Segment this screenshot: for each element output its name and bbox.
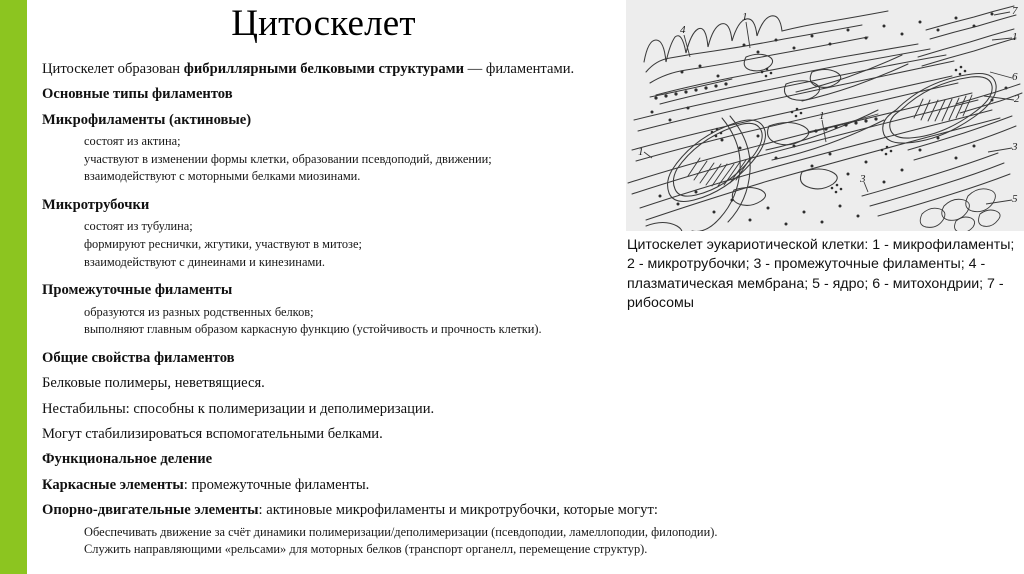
list-item: взаимодействуют с динеинами и кинезинами. [84,254,326,269]
intro-line [42,57,620,82]
spacer [42,186,620,193]
page-title: Цитоскелет [231,3,416,44]
callout-1-top: 1 [742,11,748,23]
callout-6: 6 [1012,71,1018,83]
functional-item-label: Каркасные элементы [42,476,184,493]
cytoskeleton-drawing-svg [626,0,1024,231]
accent-bar [0,0,27,574]
list-item: состоят из тубулина; [84,219,193,234]
callout-5: 5 [1012,193,1018,205]
figure-caption: Цитоскелет эукариотической клетки: 1 - микрофиламенты; 2 - микротрубочки; 3 - промежуточные филаменты; 4 - плазматическая мембрана; 5 - ядро; 6 - митохондрии; 7 - рибосомы [627,237,1015,312]
list-item: Служить направляющими «рельсами» для моторных белков (транспорт органелл, перемещение структур). [84,542,648,557]
list-item: выполняют главным образом каркасную функцию (устойчивость и прочность клетки). [84,322,542,337]
group-heading-microfilaments: Микрофиламенты (актиновые) [42,111,252,128]
callout-1-mid: 1 [819,110,825,122]
intro-suffix: — филаментами. [463,61,575,77]
callout-2: 2 [1014,93,1020,105]
callout-3-right: 3 [1012,141,1018,153]
list-item: формируют реснички, жгутики, участвуют в митозе; [84,237,362,251]
spacer [42,339,620,346]
list-item: образуются из разных родственных белков; [84,304,314,319]
functional-item-framework [42,473,620,498]
section-heading-common-properties: Общие свойства филаментов [42,349,235,366]
callout-4: 4 [680,24,686,36]
property-line: Нестабильны: способны к полимеризации и деполимеризации. [42,400,435,417]
property-line: Белковые полимеры, неветвящиеся. [42,375,265,392]
list-item: взаимодействуют с моторными белками миозинами. [84,169,361,184]
section-heading-functional-division: Функциональное деление [42,451,213,468]
callout-1-left: 1 [638,146,644,158]
group-heading-intermediate-filaments: Промежуточные филаменты [42,282,233,299]
callout-3-bottom: 3 [860,173,866,185]
section-heading-main-types: Основные типы филаментов [42,86,233,103]
list-item: состоят из актина; [84,134,181,149]
functional-item-label: Опорно-двигательные элементы [42,502,259,519]
list-item: участвуют в изменении формы клетки, образовании псевдоподий, движении; [84,151,492,166]
group-heading-microtubules: Микротрубочки [42,197,150,213]
spacer [42,271,620,278]
callout-1-right: 1 [1012,31,1018,43]
property-line: Могут стабилизироваться вспомогательными белками. [42,426,383,442]
list-item: Обеспечивать движение за счёт динамики полимеризации/деполимеризации (псевдоподии, ламеллоподии, филоподии). [84,524,718,539]
intro-prefix: Цитоскелет образован [42,61,184,77]
callout-7: 7 [1012,5,1018,17]
functional-item-text: : промежуточные филаменты. [183,476,370,493]
intro-emphasis: фибриллярными белковыми структурами [183,61,464,77]
functional-item-motor [42,498,658,523]
cytoskeleton-illustration [626,0,1024,231]
functional-item-text: : актиновые микрофиламенты и микротрубочки, которые могут: [258,502,658,519]
body-content [42,57,718,559]
